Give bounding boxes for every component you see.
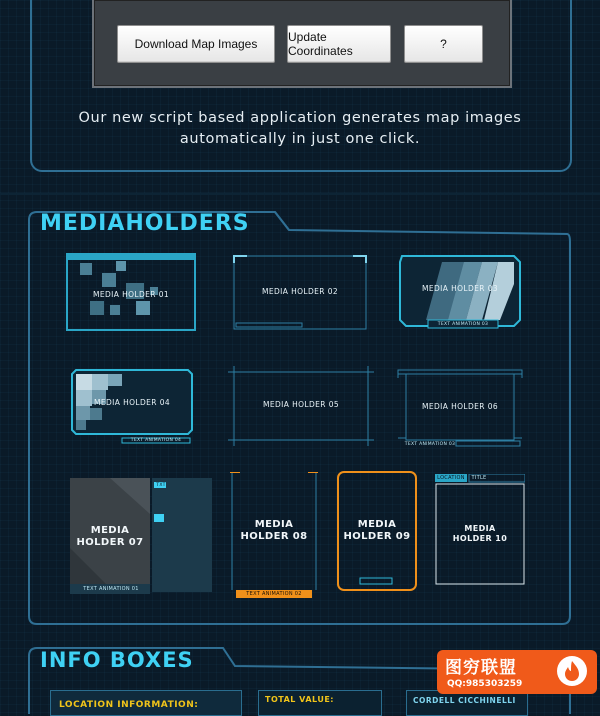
media-holder-04 [70,368,194,444]
location-info-box [50,690,242,716]
mh09-label [336,519,418,543]
tagline-line-1: Our new script based application generates map images [78,110,522,126]
total-value-box [258,690,382,716]
mh09-label-line2: HOLDER 09 [343,531,411,542]
map-tool-panel [92,0,512,88]
mh03-label: MEDIA HOLDER 03 [421,284,499,293]
section-divider [0,193,600,195]
media-holder-02 [233,255,367,330]
mediaholders-title: MEDIAHOLDERS [40,211,250,236]
mh08-label-line1: MEDIA [254,519,294,530]
mh01-label: MEDIA HOLDER 01 [92,290,170,299]
mh07-label-line2: HOLDER 07 [76,537,144,548]
mh08-text-animation: TEXT ANIMATION 02 [246,591,302,597]
mh09-label-line1: MEDIA [357,519,397,530]
mh06-label: MEDIA HOLDER 06 [421,402,499,411]
mh08-label [230,519,318,543]
media-holder-03 [398,254,522,330]
mh10-label [435,524,525,544]
name-label: CORDELL CICCHINELLI [413,696,516,705]
location-info-label: LOCATION INFORMATION: [59,700,199,710]
mh07-label [70,525,150,549]
help-button[interactable]: ? [404,25,483,63]
media-holder-08 [230,472,318,600]
mh10-label-line1: MEDIA [464,524,496,533]
mh08-label-line2: HOLDER 08 [240,531,308,542]
tagline [40,108,560,150]
mh04-text-animation: TEXT ANIMATION 04 [130,438,182,443]
mh07-label-line1: MEDIA [90,525,130,536]
mh06-text-animation: TEXT ANIMATION 03 [404,442,456,447]
media-holder-10 [435,474,525,586]
media-holder-01 [66,253,196,331]
mh10-label-line2: HOLDER 10 [452,534,508,543]
total-value-label: TOTAL VALUE: [265,695,334,704]
update-coordinates-button[interactable]: Update Coordinates [287,25,391,63]
watermark-badge [437,650,597,694]
info-boxes-title: INFO BOXES [40,648,194,672]
mh03-text-animation: TEXT ANIMATION 03 [437,322,489,327]
flame-logo-icon [557,656,587,686]
mh10-location-tag: LOCATION [437,475,465,481]
mh07-text-animation: TEXT ANIMATION 01 [83,586,139,592]
media-holder-05 [228,366,374,446]
media-holder-09 [336,470,418,594]
tagline-line-2: automatically in just one click. [179,131,421,147]
mh01-top-bar [68,255,194,260]
mh05-label: MEDIA HOLDER 05 [262,400,340,409]
media-holder-06 [396,368,524,448]
media-holder-07 [70,478,212,596]
watermark-brand: 图穷联盟 [445,658,517,678]
mh04-label: MEDIA HOLDER 04 [93,398,171,407]
mh10-title-tag: TITLE [471,475,487,481]
mh02-label: MEDIA HOLDER 02 [261,287,339,296]
watermark-qq: QQ:985303259 [447,679,523,689]
mh07-tag: TXT [156,483,166,488]
download-map-images-button[interactable]: Download Map Images [117,25,275,63]
